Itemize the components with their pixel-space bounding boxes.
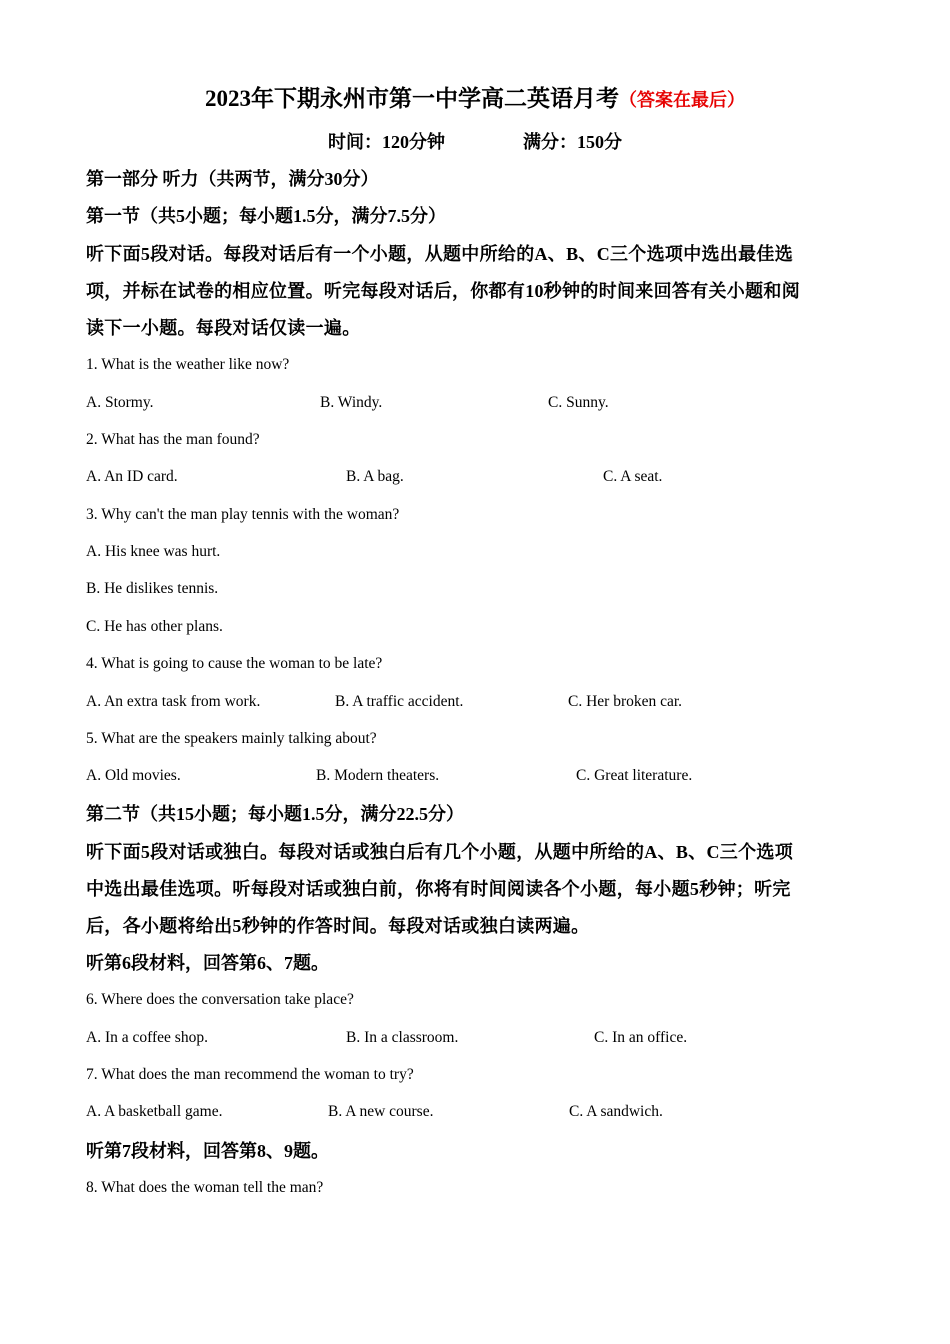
question-stem: 5. What are the speakers mainly talking about? — [86, 730, 377, 747]
option-b: B. A bag. — [346, 468, 404, 485]
material-heading: 听第6段材料，回答第6、7题。 — [86, 953, 329, 973]
option-a: A. An ID card. — [86, 468, 178, 485]
question-stem: 8. What does the woman tell the man? — [86, 1179, 324, 1196]
option-a: A. Old movies. — [86, 767, 181, 784]
section2-instruction-line: 中选出最佳选项。听每段对话或独白前，你将有时间阅读各个小题，每小题5秒钟；听完 — [86, 879, 791, 899]
exam-meta — [0, 129, 950, 155]
option-a: A. Stormy. — [86, 394, 154, 411]
section1-instruction-line: 读下一小题。每段对话仅读一遍。 — [86, 318, 361, 338]
answer-note: （答案在最后） — [619, 90, 745, 110]
question-stem: 1. What is the weather like now? — [86, 356, 290, 373]
question-stem: 7. What does the man recommend the woman to try? — [86, 1066, 414, 1083]
option-c: C. He has other plans. — [86, 618, 223, 635]
option-b: B. He dislikes tennis. — [86, 580, 219, 597]
question-stem: 3. Why can't the man play tennis with the woman? — [86, 506, 400, 523]
exam-title — [0, 84, 950, 115]
exam-title-main: 2023年下期永州市第一中学高二英语月考 — [205, 86, 619, 111]
option-c: C. Great literature. — [576, 767, 693, 784]
option-c: C. A seat. — [603, 468, 663, 485]
question-stem: 6. Where does the conversation take place? — [86, 991, 354, 1008]
exam-score: 满分：150分 — [523, 132, 622, 152]
option-a: A. In a coffee shop. — [86, 1029, 208, 1046]
option-b: B. Windy. — [320, 394, 383, 411]
option-a: A. An extra task from work. — [86, 693, 261, 710]
section2-instruction-line: 听下面5段对话或独白。每段对话或独白后有几个小题，从题中所给的A、B、C三个选项 — [86, 842, 793, 862]
option-c: C. Sunny. — [548, 394, 609, 411]
option-b: B. A new course. — [328, 1103, 434, 1120]
section1-heading: 第一节（共5小题；每小题1.5分，满分7.5分） — [86, 206, 446, 226]
material-heading: 听第7段材料，回答第8、9题。 — [86, 1141, 329, 1161]
option-a: A. A basketball game. — [86, 1103, 223, 1120]
option-a: A. His knee was hurt. — [86, 543, 221, 560]
section2-instruction-line: 后，各小题将给出5秒钟的作答时间。每段对话或独白读两遍。 — [86, 916, 590, 936]
option-c: C. Her broken car. — [568, 693, 683, 710]
option-c: C. In an office. — [594, 1029, 688, 1046]
section2-heading: 第二节（共15小题；每小题1.5分，满分22.5分） — [86, 804, 464, 824]
option-c: C. A sandwich. — [569, 1103, 663, 1120]
part1-heading: 第一部分 听力（共两节，满分30分） — [86, 169, 379, 189]
question-stem: 4. What is going to cause the woman to be late? — [86, 655, 383, 672]
exam-time: 时间：120分钟 — [328, 132, 445, 152]
option-b: B. Modern theaters. — [316, 767, 440, 784]
question-stem: 2. What has the man found? — [86, 431, 260, 448]
section1-instruction-line: 听下面5段对话。每段对话后有一个小题，从题中所给的A、B、C三个选项中选出最佳选 — [86, 244, 793, 264]
option-b: B. In a classroom. — [346, 1029, 459, 1046]
option-b: B. A traffic accident. — [335, 693, 464, 710]
section1-instruction-line: 项，并标在试卷的相应位置。听完每段对话后，你都有10秒钟的时间来回答有关小题和阅 — [86, 281, 800, 301]
